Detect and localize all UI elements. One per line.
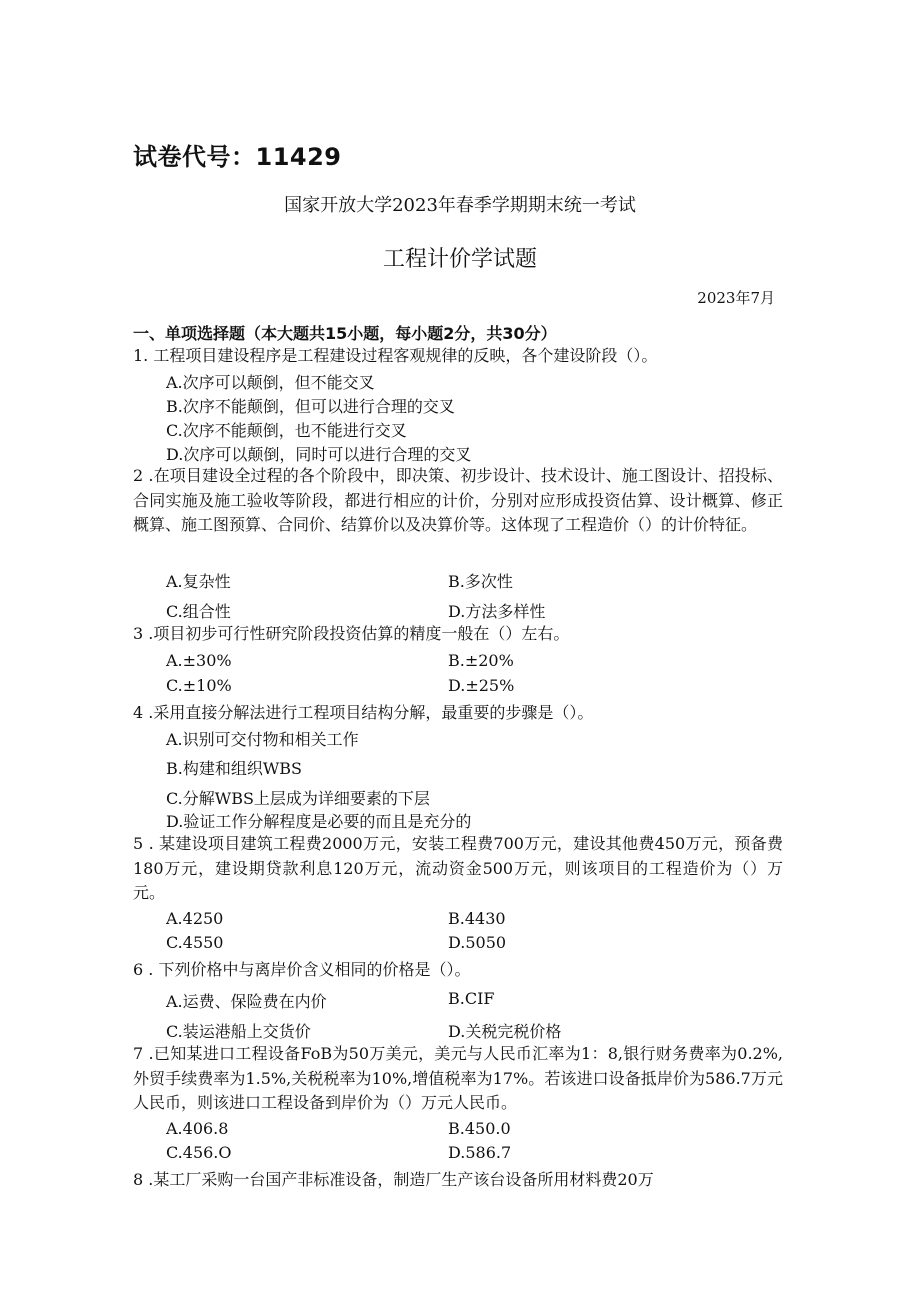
question-1-option-d: D.次序可以颠倒，同时可以进行合理的交叉 xyxy=(166,445,472,464)
question-7-option-a: A.406.8 xyxy=(166,1119,229,1138)
question-2-option-d: D.方法多样性 xyxy=(448,602,546,621)
question-1-stem: 1. 工程项目建设程序是工程建设过程客观规律的反映，各个建设阶段（）。 xyxy=(133,346,658,365)
question-6-stem: 6 . 下列价格中与离岸价含义相同的价格是（）。 xyxy=(133,960,471,979)
question-6-option-b: B.CIF xyxy=(448,989,495,1008)
question-1-option-b: B.次序不能颠倒，但可以进行合理的交叉 xyxy=(166,397,455,416)
question-3-option-b: B.±20% xyxy=(448,651,514,670)
question-7-option-b: B.450.0 xyxy=(448,1119,511,1138)
question-5-option-c: C.4550 xyxy=(166,933,224,952)
question-3-option-a: A.±30% xyxy=(166,651,232,670)
question-6-option-c: C.装运港船上交货价 xyxy=(166,1022,311,1041)
question-4-option-c: C.分解WBS上层成为详细要素的下层 xyxy=(166,789,430,808)
question-7-stem: 7 .已知某进口工程设备FoB为50万美元，美元与人民币汇率为1：8,银行财务费率为0.2%,外贸手续费率为1.5%,关税税率为10%,增值税率为17%。若该进口设备抵岸价为586.7万元人民币，则该进口工程设备到岸价为（）万元人民币。 xyxy=(133,1044,783,1112)
question-4-option-a: A.识别可交付物和相关工作 xyxy=(166,730,359,749)
section-heading: 一、单项选择题（本大题共15小题，每小题2分，共30分） xyxy=(133,324,557,343)
question-7-option-c: C.456.O xyxy=(166,1143,232,1162)
question-2-stem: 2 .在项目建设全过程的各个阶段中，即决策、初步设计、技术设计、施工图设计、招投标、合同实施及施工验收等阶段，都进行相应的计价，分别对应形成投资估算、设计概算、修正概算、施工图预算、合同价、结算价以及决算价等。这体现了工程造价（）的计价特征。 xyxy=(133,466,783,534)
question-5-option-b: B.4430 xyxy=(448,909,506,928)
exam-date: 2023年7月 xyxy=(697,289,775,307)
question-7-option-d: D.586.7 xyxy=(448,1143,512,1162)
question-8-stem: 8 .某工厂采购一台国产非标准设备，制造厂生产该台设备所用材料费20万 xyxy=(133,1170,654,1189)
question-4-stem: 4 .采用直接分解法进行工程项目结构分解，最重要的步骤是（）。 xyxy=(133,703,594,722)
question-6-option-d: D.关税完税价格 xyxy=(448,1022,562,1041)
question-1-option-c: C.次序不能颠倒，也不能进行交叉 xyxy=(166,421,407,440)
question-5-option-a: A.4250 xyxy=(166,909,224,928)
question-2-option-b: B.多次性 xyxy=(448,572,513,591)
exam-name: 国家开放大学2023年春季学期期末统一考试 xyxy=(284,195,636,216)
question-1-option-a: A.次序可以颠倒，但不能交叉 xyxy=(166,373,375,392)
exam-title: 工程计价学试题 xyxy=(382,247,537,272)
question-5-stem: 5 . 某建设项目建筑工程费2000万元，安装工程费700万元，建设其他费450万元，预备费180万元，建设期贷款利息120万元，流动资金500万元，则该项目的工程造价为（）万元。 xyxy=(133,834,783,902)
question-3-option-d: D.±25% xyxy=(448,676,515,695)
question-2-option-c: C.组合性 xyxy=(166,602,231,621)
question-6-option-a: A.运费、保险费在内价 xyxy=(166,992,327,1011)
question-4-option-d: D.验证工作分解程度是必要的而且是充分的 xyxy=(166,812,472,831)
question-3-option-c: C.±10% xyxy=(166,676,232,695)
paper-code: 试卷代号：11429 xyxy=(133,143,342,171)
question-2-option-a: A.复杂性 xyxy=(166,572,231,591)
question-3-stem: 3 .项目初步可行性研究阶段投资估算的精度一般在（）左右。 xyxy=(133,624,570,643)
question-4-option-b: B.构建和组织WBS xyxy=(166,759,303,778)
question-5-option-d: D.5050 xyxy=(448,933,507,952)
